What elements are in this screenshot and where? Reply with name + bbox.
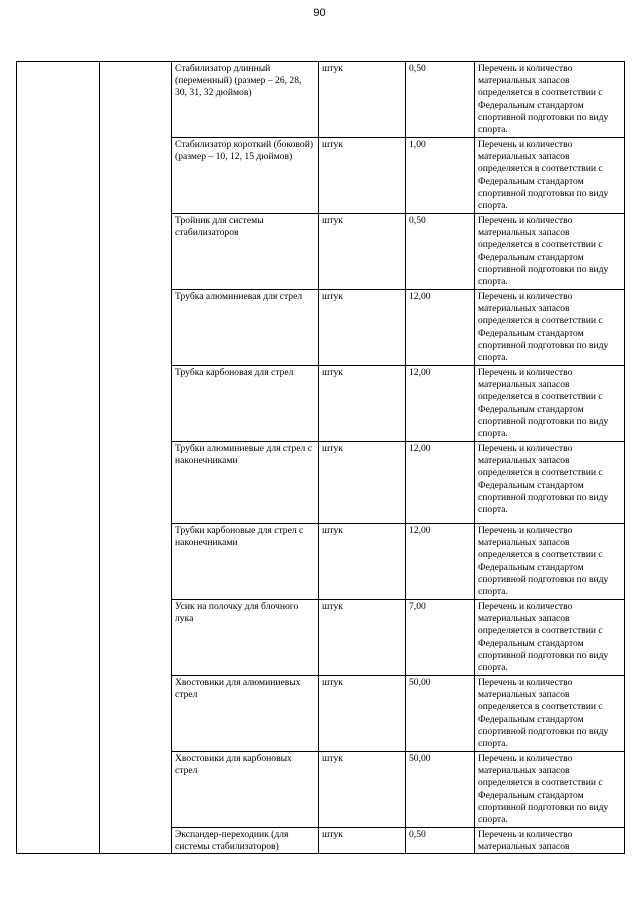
quantity-cell: 12,00: [406, 524, 475, 600]
unit-cell: штук: [319, 828, 406, 854]
note-cell: Перечень и количество материальных запасов определяется в соответствии с Федеральным стандартом спортивной подготовки по виду спорта.: [475, 676, 625, 752]
note-cell: Перечень и количество материальных запасов определяется в соответствии с Федеральным стандартом спортивной подготовки по виду спорта.: [475, 366, 625, 442]
note-cell: Перечень и количество материальных запасов определяется в соответствии с Федеральным стандартом спортивной подготовки по виду спорта.: [475, 752, 625, 828]
table-body: [17, 62, 625, 854]
note-cell: Перечень и количество материальных запасов определяется в соответствии с Федеральным стандартом спортивной подготовки по виду спорта.: [475, 442, 625, 524]
item-name-cell: Трубка алюминиевая для стрел: [172, 290, 319, 366]
unit-cell: штук: [319, 524, 406, 600]
quantity-cell: 12,00: [406, 442, 475, 524]
item-name-cell: Стабилизатор длинный (переменный) (размер – 26, 28, 30, 31, 32 дюймов): [172, 62, 319, 138]
unit-cell: штук: [319, 62, 406, 138]
quantity-cell: 0,50: [406, 62, 475, 138]
quantity-cell: 12,00: [406, 290, 475, 366]
item-name-cell: Тройник для системы стабилизаторов: [172, 214, 319, 290]
item-name-cell: Трубки карбоновые для стрел с наконечниками: [172, 524, 319, 600]
note-cell: Перечень и количество материальных запасов определяется в соответствии с Федеральным стандартом спортивной подготовки по виду спорта.: [475, 600, 625, 676]
unit-cell: штук: [319, 600, 406, 676]
unit-cell: штук: [319, 442, 406, 524]
table-row: [17, 62, 625, 138]
unit-cell: штук: [319, 290, 406, 366]
unit-cell: штук: [319, 214, 406, 290]
item-name-cell: Стабилизатор короткий (боковой) (размер – 10, 12, 15 дюймов): [172, 138, 319, 214]
unit-cell: штук: [319, 138, 406, 214]
note-cell: Перечень и количество материальных запасов определяется в соответствии с Федеральным стандартом спортивной подготовки по виду спорта.: [475, 62, 625, 138]
quantity-cell: 0,50: [406, 828, 475, 854]
equipment-table: [16, 61, 625, 854]
item-name-cell: Усик на полочку для блочного лука: [172, 600, 319, 676]
quantity-cell: 50,00: [406, 676, 475, 752]
quantity-cell: 7,00: [406, 600, 475, 676]
note-cell: Перечень и количество материальных запасов определяется в соответствии с Федеральным стандартом спортивной подготовки по виду спорта.: [475, 524, 625, 600]
page-number: 90: [313, 7, 326, 19]
unit-cell: штук: [319, 366, 406, 442]
item-name-cell: Трубки алюминиевые для стрел с наконечниками: [172, 442, 319, 524]
quantity-cell: 1,00: [406, 138, 475, 214]
note-cell: Перечень и количество материальных запасов определяется в соответствии с Федеральным стандартом спортивной подготовки по виду спорта.: [475, 290, 625, 366]
note-cell: Перечень и количество материальных запасов: [475, 828, 625, 854]
quantity-cell: 50,00: [406, 752, 475, 828]
unit-cell: штук: [319, 676, 406, 752]
merged-cell-second: [100, 62, 172, 854]
quantity-cell: 0,50: [406, 214, 475, 290]
item-name-cell: Хвостовики для карбоновых стрел: [172, 752, 319, 828]
item-name-cell: Трубка карбоновая для стрел: [172, 366, 319, 442]
quantity-cell: 12,00: [406, 366, 475, 442]
item-name-cell: Экспандер-переходник (для системы стабилизаторов): [172, 828, 319, 854]
merged-cell-left: [17, 62, 100, 854]
unit-cell: штук: [319, 752, 406, 828]
note-cell: Перечень и количество материальных запасов определяется в соответствии с Федеральным стандартом спортивной подготовки по виду спорта.: [475, 138, 625, 214]
note-cell: Перечень и количество материальных запасов определяется в соответствии с Федеральным стандартом спортивной подготовки по виду спорта.: [475, 214, 625, 290]
item-name-cell: Хвостовики для алюминиевых стрел: [172, 676, 319, 752]
